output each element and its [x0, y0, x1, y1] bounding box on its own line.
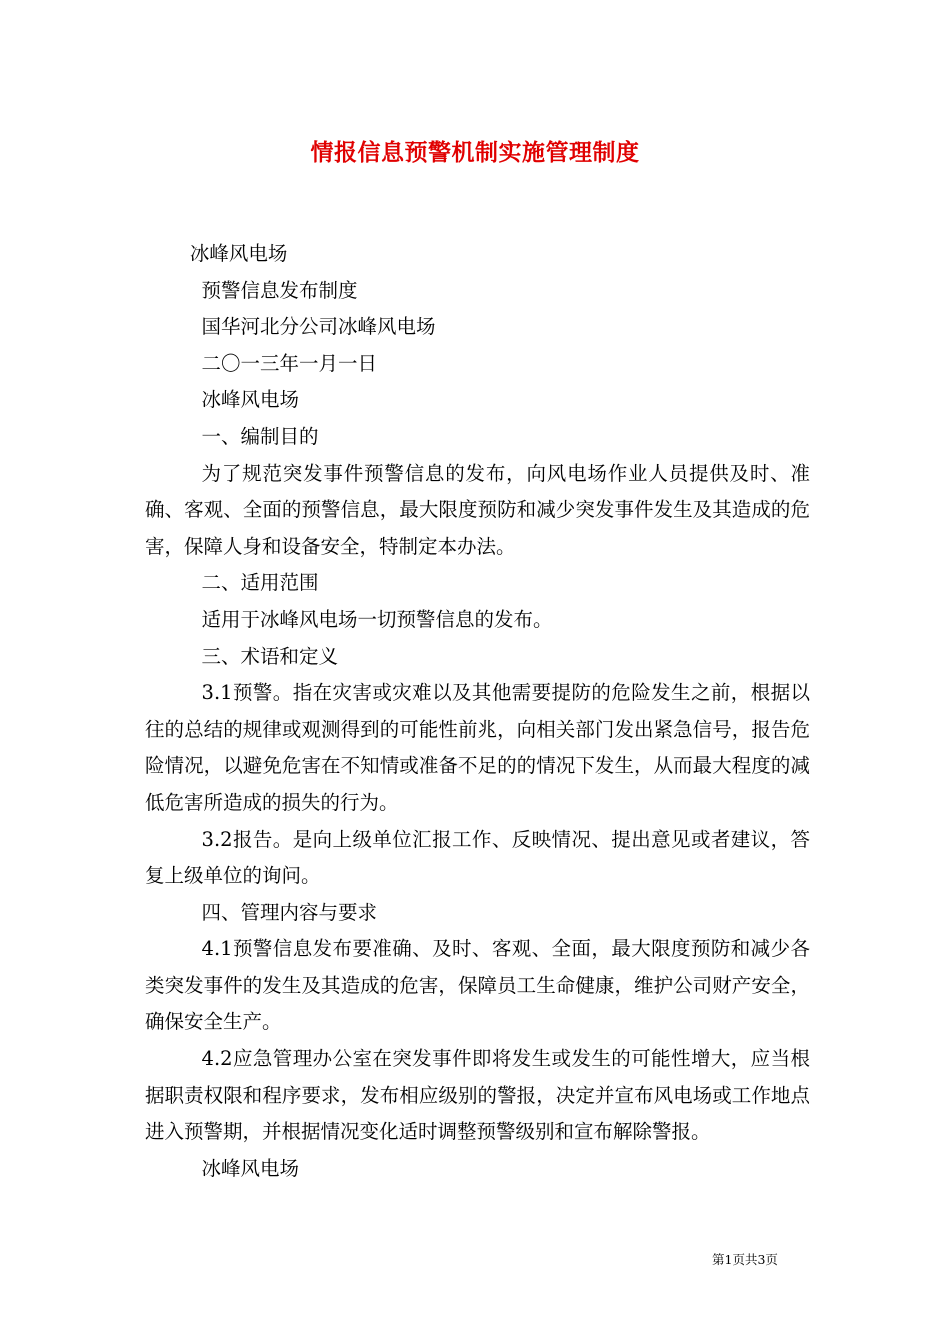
paragraph: 4.2应急管理办公室在突发事件即将发生或发生的可能性增大，应当根据职责权限和程序要求，发布相应级别的警报，决定并宣布风电场或工作地点进入预警期，并根据情况变化适时调整预警级别和宣布解除警报。: [145, 1047, 810, 1144]
paragraph: 冰峰风电场: [201, 388, 300, 412]
section-heading: 一、编制目的: [201, 424, 319, 448]
paragraph: 适用于冰峰风电场一切预警信息的发布。: [201, 607, 553, 631]
page-number: 第1页共3页: [712, 1252, 778, 1267]
section-heading: 三、术语和定义: [201, 644, 339, 668]
paragraph: 4.1预警信息发布要准确、及时、客观、全面，最大限度预防和减少各类突发事件的发生及其造成的危害，保障员工生命健康，维护公司财产安全，确保安全生产。: [145, 937, 810, 1034]
paragraph: 冰峰风电场: [201, 1156, 300, 1180]
document-title: 情报信息预警机制实施管理制度: [310, 139, 640, 166]
paragraph: 为了规范突发事件预警信息的发布，向风电场作业人员提供及时、准确、客观、全面的预警信息，最大限度预防和减少突发事件发生及其造成的危害，保障人身和设备安全，特制定本办法。: [145, 461, 810, 558]
section-heading: 四、管理内容与要求: [201, 900, 378, 924]
paragraph: 3.1预警。指在灾害或灾难以及其他需要提防的危险发生之前，根据以往的总结的规律或观测得到的可能性前兆，向相关部门发出紧急信号，报告危险情况，以避免危害在不知情或准备不足的的情况下发生，从而最大程度的减低危害所造成的损失的行为。: [145, 681, 810, 814]
paragraph: 3.2报告。是向上级单位汇报工作、反映情况、提出意见或者建议，答复上级单位的询问。: [145, 827, 810, 888]
paragraph: 冰峰风电场: [189, 242, 288, 265]
paragraph: 国华河北分公司冰峰风电场: [201, 315, 436, 339]
document-body: [145, 236, 810, 1187]
section-heading: 二、适用范围: [201, 571, 319, 595]
paragraph: 预警信息发布制度: [201, 278, 358, 302]
paragraph: 二〇一三年一月一日: [201, 351, 378, 375]
